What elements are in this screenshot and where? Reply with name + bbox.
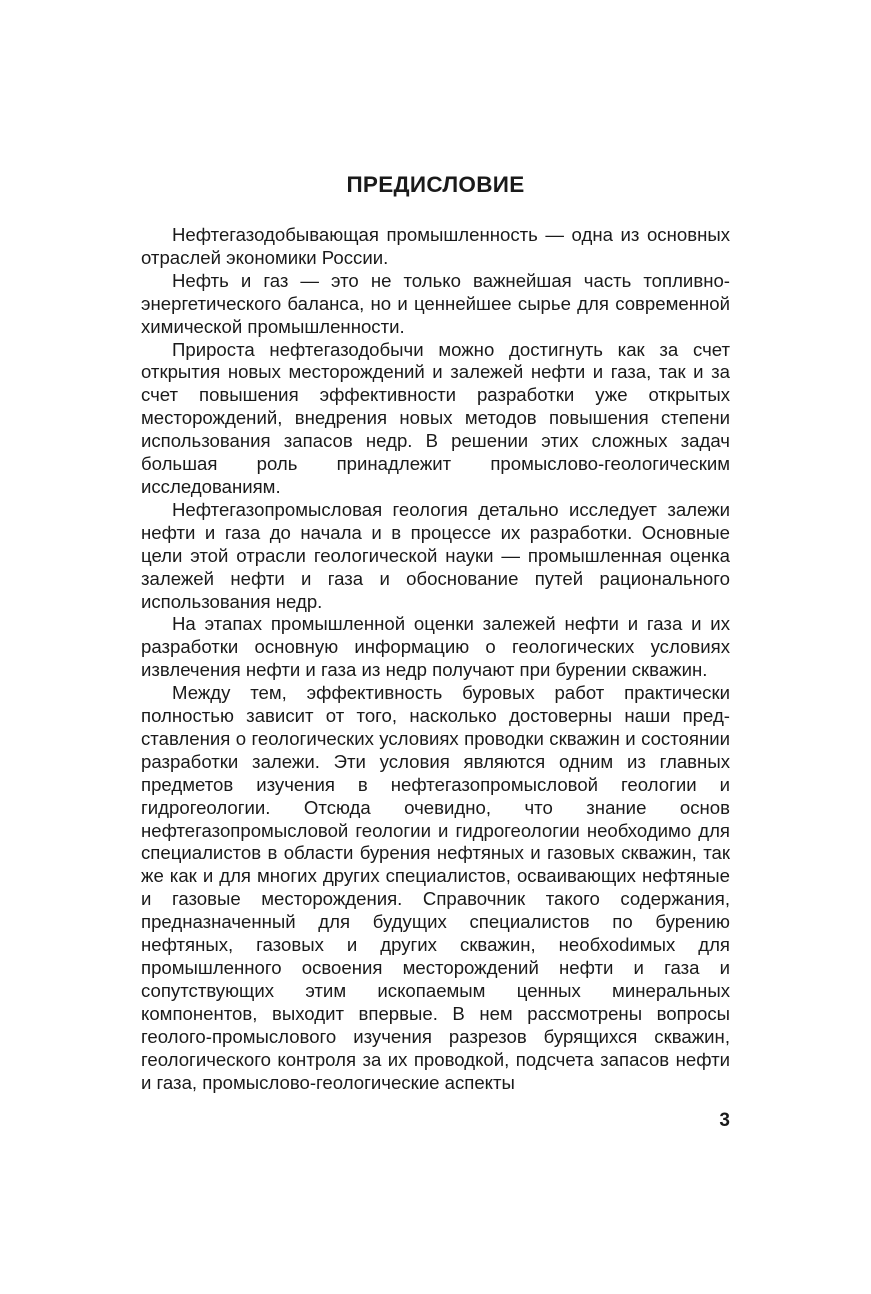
- paragraph: На этапах промышленной оценки залежей нефти и газа и их разработки основную информацию о геологических условиях извлечения нефти и газа из недр получают при бурении скважин.: [141, 613, 730, 681]
- page-number: 3: [719, 1110, 730, 1131]
- paragraph: Между тем, эффективность буровых работ практически полностью зависит от того, насколько достоверны наши представления о геологических условиях проводки скважин и состоянии разработки залежи. Эти условия являются одним из главных предметов изучения в нефтегазопромысловой геологии и гидрогеологии. Отсюда очевидно, что знание основ нефтегазопромысловой геологии и гидрогеологии необходимо для специалистов в области бурения нефтяных и газовых скважин, так же как и для многих других специалистов, осваивающих нефтяные и газовые месторождения. Справочник такого содержания, предназначенный для будущих специалистов по бурению нефтяных, газовых и других скважин, необхоdимых для промышленного освоения месторождений нефти и газа и сопутствующих этим ископаемым ценных минеральных компонентов, выходит впервые. В нем рассмотрены вопросы геолого-промыслового изучения разрезов бурящихся скважин, геологического контроля за их проводкой, подсчета запасов нефти и газа, промыслово-геологические аспекты: [141, 682, 730, 1093]
- paragraph: Нефтегазодобывающая промышленность — одна из основных отраслей экономики России.: [141, 224, 730, 268]
- paragraph: Прироста нефтегазодобычи можно достигнуть как за счет открытия новых месторождений и залежей нефти и газа, так и за счет повышения эффективности разработки уже открытых месторождений, внедрения новых методов повышения степени использования запасов недр. В решении этих сложных задач большая роль принадлежит промыслово-геологическим исследованиям.: [141, 338, 730, 497]
- book-page: [141, 0, 730, 1294]
- paragraph: Нефть и газ — это не только важнейшая часть топливно-энергетического баланса, но и ценнейшее сырье для современной химической промышленности.: [141, 269, 730, 337]
- paragraph: Нефтегазопромысловая геология детально исследует залежи нефти и газа до начала и в процессе их разработки. Основные цели этой отрасли геологической науки — промышленная оценка залежей нефти и газа и обоснование путей рационального использования недр.: [141, 498, 730, 612]
- page-title: ПРЕДИСЛОВИЕ: [346, 172, 525, 197]
- preface-body: [141, 224, 730, 1094]
